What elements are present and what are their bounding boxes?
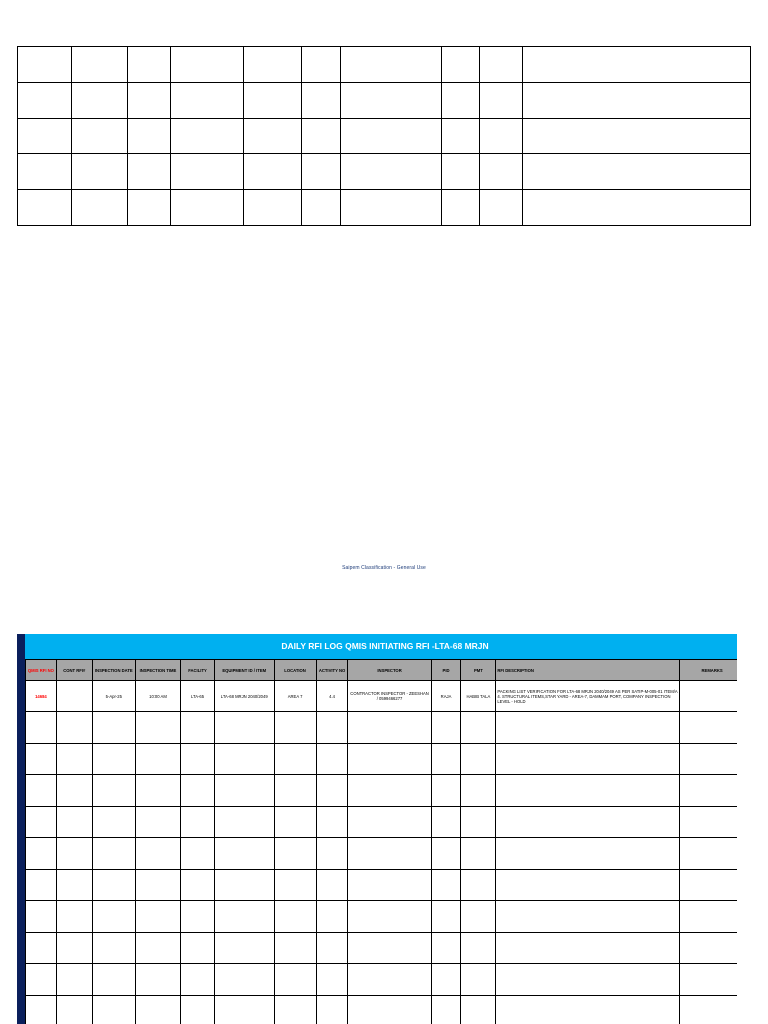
empty-cell bbox=[26, 838, 57, 870]
grid-cell bbox=[442, 118, 480, 154]
empty-cell bbox=[274, 901, 316, 933]
col-header-facility: FACILITY bbox=[181, 660, 215, 681]
table-row bbox=[26, 838, 738, 870]
empty-cell bbox=[496, 995, 680, 1024]
grid-cell bbox=[523, 118, 751, 154]
empty-cell bbox=[274, 806, 316, 838]
empty-cell bbox=[56, 901, 92, 933]
grid-cell bbox=[302, 154, 341, 190]
empty-cell bbox=[92, 838, 135, 870]
header-row bbox=[26, 660, 738, 681]
empty-cell bbox=[181, 838, 215, 870]
grid-cell bbox=[18, 82, 72, 118]
empty-cell bbox=[214, 743, 274, 775]
empty-cell bbox=[274, 743, 316, 775]
empty-cell bbox=[680, 901, 737, 933]
empty-cell bbox=[680, 869, 737, 901]
grid-cell bbox=[171, 82, 244, 118]
grid-cell bbox=[442, 82, 480, 118]
empty-cell bbox=[461, 743, 496, 775]
empty-cell bbox=[496, 964, 680, 996]
cell-pid: RAJA bbox=[431, 681, 461, 712]
col-header-inspection-time: INSPECTION TIME bbox=[135, 660, 180, 681]
grid-cell bbox=[480, 47, 523, 83]
grid-cell bbox=[341, 47, 442, 83]
empty-cell bbox=[214, 838, 274, 870]
empty-cell bbox=[26, 712, 57, 744]
empty-cell bbox=[680, 932, 737, 964]
empty-cell bbox=[274, 712, 316, 744]
empty-cell bbox=[26, 743, 57, 775]
empty-cell bbox=[56, 838, 92, 870]
empty-cell bbox=[316, 869, 348, 901]
empty-cell bbox=[431, 932, 461, 964]
empty-cell bbox=[274, 775, 316, 807]
empty-cell bbox=[431, 901, 461, 933]
grid-cell bbox=[302, 190, 341, 226]
grid-cell bbox=[480, 190, 523, 226]
empty-cell bbox=[496, 806, 680, 838]
rfi-log-sheet bbox=[17, 634, 737, 1024]
empty-cell bbox=[274, 964, 316, 996]
empty-cell bbox=[461, 995, 496, 1024]
empty-cell bbox=[348, 964, 431, 996]
empty-cell bbox=[348, 932, 431, 964]
empty-cell bbox=[214, 806, 274, 838]
grid-cell bbox=[244, 47, 302, 83]
empty-cell bbox=[135, 964, 180, 996]
empty-cell bbox=[56, 743, 92, 775]
grid-cell bbox=[244, 190, 302, 226]
grid-cell bbox=[128, 47, 171, 83]
empty-cell bbox=[214, 901, 274, 933]
empty-cell bbox=[274, 869, 316, 901]
empty-cell bbox=[316, 901, 348, 933]
grid-cell bbox=[341, 190, 442, 226]
empty-cell bbox=[680, 775, 737, 807]
empty-cell bbox=[431, 964, 461, 996]
grid-cell bbox=[128, 154, 171, 190]
grid-cell bbox=[523, 82, 751, 118]
empty-cell bbox=[274, 995, 316, 1024]
empty-cell bbox=[274, 838, 316, 870]
empty-cell bbox=[431, 806, 461, 838]
grid-cell bbox=[18, 118, 72, 154]
empty-cell bbox=[181, 932, 215, 964]
empty-cell bbox=[181, 775, 215, 807]
grid-row bbox=[18, 47, 751, 83]
grid-cell bbox=[72, 118, 128, 154]
empty-cell bbox=[181, 743, 215, 775]
col-header-inspection-date: INSPECTION DATE bbox=[92, 660, 135, 681]
empty-cell bbox=[431, 743, 461, 775]
cell-remarks bbox=[680, 681, 737, 712]
empty-cell bbox=[316, 743, 348, 775]
empty-cell bbox=[431, 775, 461, 807]
empty-cell bbox=[461, 775, 496, 807]
empty-cell bbox=[181, 869, 215, 901]
table-row bbox=[26, 932, 738, 964]
empty-cell bbox=[680, 806, 737, 838]
empty-cell bbox=[316, 838, 348, 870]
empty-cell bbox=[56, 806, 92, 838]
grid-cell bbox=[171, 154, 244, 190]
grid-cell bbox=[18, 154, 72, 190]
empty-cell bbox=[461, 838, 496, 870]
empty-cell bbox=[348, 901, 431, 933]
empty-cell bbox=[181, 901, 215, 933]
grid-cell bbox=[18, 47, 72, 83]
grid-cell bbox=[442, 154, 480, 190]
cell-inspector: CONTRACTOR INSPECTOR - ZEESHAN / 0599466277 bbox=[348, 681, 431, 712]
cell-equipment: LTA-68 MRJN 2040/2049 bbox=[214, 681, 274, 712]
empty-cell bbox=[461, 869, 496, 901]
empty-cell bbox=[214, 775, 274, 807]
empty-cell bbox=[431, 995, 461, 1024]
grid-cell bbox=[72, 82, 128, 118]
empty-cell bbox=[135, 775, 180, 807]
empty-cell bbox=[496, 932, 680, 964]
empty-cell bbox=[461, 964, 496, 996]
empty-cell bbox=[135, 712, 180, 744]
empty-cell bbox=[92, 712, 135, 744]
grid-cell bbox=[523, 190, 751, 226]
grid-cell bbox=[442, 47, 480, 83]
col-header-qmis-rfi-no: QMIS RFI NO bbox=[26, 660, 57, 681]
empty-cell bbox=[92, 901, 135, 933]
empty-cell bbox=[316, 932, 348, 964]
table-row bbox=[26, 681, 738, 712]
empty-cell bbox=[26, 901, 57, 933]
col-header-location: LOCATION bbox=[274, 660, 316, 681]
grid-cell bbox=[128, 82, 171, 118]
empty-cell bbox=[348, 806, 431, 838]
grid-cell bbox=[72, 154, 128, 190]
grid-row bbox=[18, 82, 751, 118]
grid-cell bbox=[442, 190, 480, 226]
empty-cell bbox=[680, 995, 737, 1024]
empty-cell bbox=[92, 743, 135, 775]
empty-cell bbox=[135, 901, 180, 933]
empty-cell bbox=[348, 712, 431, 744]
table-row bbox=[26, 806, 738, 838]
empty-cell bbox=[461, 806, 496, 838]
empty-cell bbox=[316, 995, 348, 1024]
empty-cell bbox=[26, 964, 57, 996]
empty-cell bbox=[214, 964, 274, 996]
empty-cell bbox=[461, 901, 496, 933]
table-row bbox=[26, 712, 738, 744]
empty-cell bbox=[496, 743, 680, 775]
table-row bbox=[26, 901, 738, 933]
empty-cell bbox=[92, 869, 135, 901]
empty-cell bbox=[431, 838, 461, 870]
empty-cell bbox=[316, 712, 348, 744]
col-header-cont-rfi: CONT RFI# bbox=[56, 660, 92, 681]
grid-cell bbox=[480, 154, 523, 190]
col-header-equipment: EQUIPMENT ID / ITEM bbox=[214, 660, 274, 681]
empty-cell bbox=[56, 995, 92, 1024]
grid-cell bbox=[171, 47, 244, 83]
grid-cell bbox=[244, 154, 302, 190]
col-header-remarks: REMARKS bbox=[680, 660, 737, 681]
empty-grid bbox=[17, 46, 751, 226]
empty-cell bbox=[181, 964, 215, 996]
grid-cell bbox=[244, 118, 302, 154]
empty-cell bbox=[348, 775, 431, 807]
empty-cell bbox=[496, 712, 680, 744]
grid-cell bbox=[523, 154, 751, 190]
empty-cell bbox=[26, 869, 57, 901]
grid-cell bbox=[128, 190, 171, 226]
empty-cell bbox=[135, 743, 180, 775]
empty-cell bbox=[680, 964, 737, 996]
empty-cell bbox=[56, 712, 92, 744]
empty-cell bbox=[214, 995, 274, 1024]
empty-cell bbox=[316, 964, 348, 996]
empty-cell bbox=[92, 995, 135, 1024]
cell-rfi-description: PACKING LIST VERIFICATION FOR LTA-68 MRJN 2040/2049 AS PER SATIP-M-005-01 ITEM/A 4. STRUCTURAL ITEMS,STAR YARD - AREA-7, DAMMAM PORT, COMPANY INSPECTION LEVEL - HOLD bbox=[496, 681, 680, 712]
col-header-activity-no: ACTIVITY NO bbox=[316, 660, 348, 681]
cell-location: AREA 7 bbox=[274, 681, 316, 712]
grid-cell bbox=[244, 82, 302, 118]
grid-row bbox=[18, 154, 751, 190]
empty-cell bbox=[496, 838, 680, 870]
classification-label: Saipem Classification - General Use bbox=[342, 565, 426, 571]
empty-cell bbox=[92, 964, 135, 996]
empty-cell bbox=[56, 932, 92, 964]
grid-cell bbox=[171, 190, 244, 226]
col-header-pmt: PMT bbox=[461, 660, 496, 681]
table-row bbox=[26, 743, 738, 775]
rfi-log-table bbox=[25, 659, 737, 1024]
col-header-inspector: INSPECTOR bbox=[348, 660, 431, 681]
grid-row bbox=[18, 190, 751, 226]
grid-cell bbox=[302, 82, 341, 118]
empty-cell bbox=[26, 995, 57, 1024]
empty-cell bbox=[135, 806, 180, 838]
empty-cell bbox=[56, 775, 92, 807]
cell-pmt: HABIB TALA bbox=[461, 681, 496, 712]
empty-cell bbox=[135, 932, 180, 964]
cell-inspection-time: 10:00 AM bbox=[135, 681, 180, 712]
grid-cell bbox=[72, 47, 128, 83]
empty-cell bbox=[135, 838, 180, 870]
empty-cell bbox=[680, 838, 737, 870]
col-header-rfi-description: RFI DESCRIPTION bbox=[496, 660, 680, 681]
empty-cell bbox=[680, 712, 737, 744]
grid-cell bbox=[523, 47, 751, 83]
empty-cell bbox=[26, 806, 57, 838]
empty-cell bbox=[316, 775, 348, 807]
empty-cell bbox=[56, 869, 92, 901]
cell-qmis-rfi-no: 14684 bbox=[26, 681, 57, 712]
empty-cell bbox=[496, 775, 680, 807]
empty-cell bbox=[26, 775, 57, 807]
table-row bbox=[26, 869, 738, 901]
empty-cell bbox=[461, 712, 496, 744]
empty-cell bbox=[26, 932, 57, 964]
grid-cell bbox=[480, 118, 523, 154]
grid-cell bbox=[18, 190, 72, 226]
empty-cell bbox=[181, 806, 215, 838]
empty-cell bbox=[92, 932, 135, 964]
grid-cell bbox=[480, 82, 523, 118]
empty-cell bbox=[214, 932, 274, 964]
grid-cell bbox=[341, 118, 442, 154]
empty-cell bbox=[214, 869, 274, 901]
grid-cell bbox=[341, 82, 442, 118]
empty-cell bbox=[56, 964, 92, 996]
empty-cell bbox=[431, 869, 461, 901]
grid-cell bbox=[341, 154, 442, 190]
table-row bbox=[26, 995, 738, 1024]
empty-cell bbox=[461, 932, 496, 964]
empty-cell bbox=[431, 712, 461, 744]
empty-cell bbox=[496, 901, 680, 933]
empty-cell bbox=[92, 806, 135, 838]
empty-cell bbox=[274, 932, 316, 964]
empty-cell bbox=[680, 743, 737, 775]
empty-cell bbox=[214, 712, 274, 744]
empty-cell bbox=[348, 995, 431, 1024]
grid-row bbox=[18, 118, 751, 154]
empty-cell bbox=[496, 869, 680, 901]
grid-cell bbox=[302, 47, 341, 83]
grid-cell bbox=[302, 118, 341, 154]
cell-facility: LTA-65 bbox=[181, 681, 215, 712]
grid-cell bbox=[128, 118, 171, 154]
table-row bbox=[26, 775, 738, 807]
empty-cell bbox=[135, 869, 180, 901]
empty-cell bbox=[181, 995, 215, 1024]
cell-activity-no: 4.4 bbox=[316, 681, 348, 712]
empty-cell bbox=[135, 995, 180, 1024]
grid-cell bbox=[72, 190, 128, 226]
grid-cell bbox=[171, 118, 244, 154]
empty-cell bbox=[348, 743, 431, 775]
empty-cell bbox=[92, 775, 135, 807]
cell-inspection-date: 5-Apr-25 bbox=[92, 681, 135, 712]
empty-cell bbox=[348, 838, 431, 870]
table-row bbox=[26, 964, 738, 996]
empty-cell bbox=[316, 806, 348, 838]
empty-cell bbox=[348, 869, 431, 901]
cell-cont-rfi bbox=[56, 681, 92, 712]
sheet-title: DAILY RFI LOG QMIS INITIATING RFI -LTA-68 MRJN bbox=[25, 634, 737, 659]
col-header-pid: PID bbox=[431, 660, 461, 681]
empty-cell bbox=[181, 712, 215, 744]
